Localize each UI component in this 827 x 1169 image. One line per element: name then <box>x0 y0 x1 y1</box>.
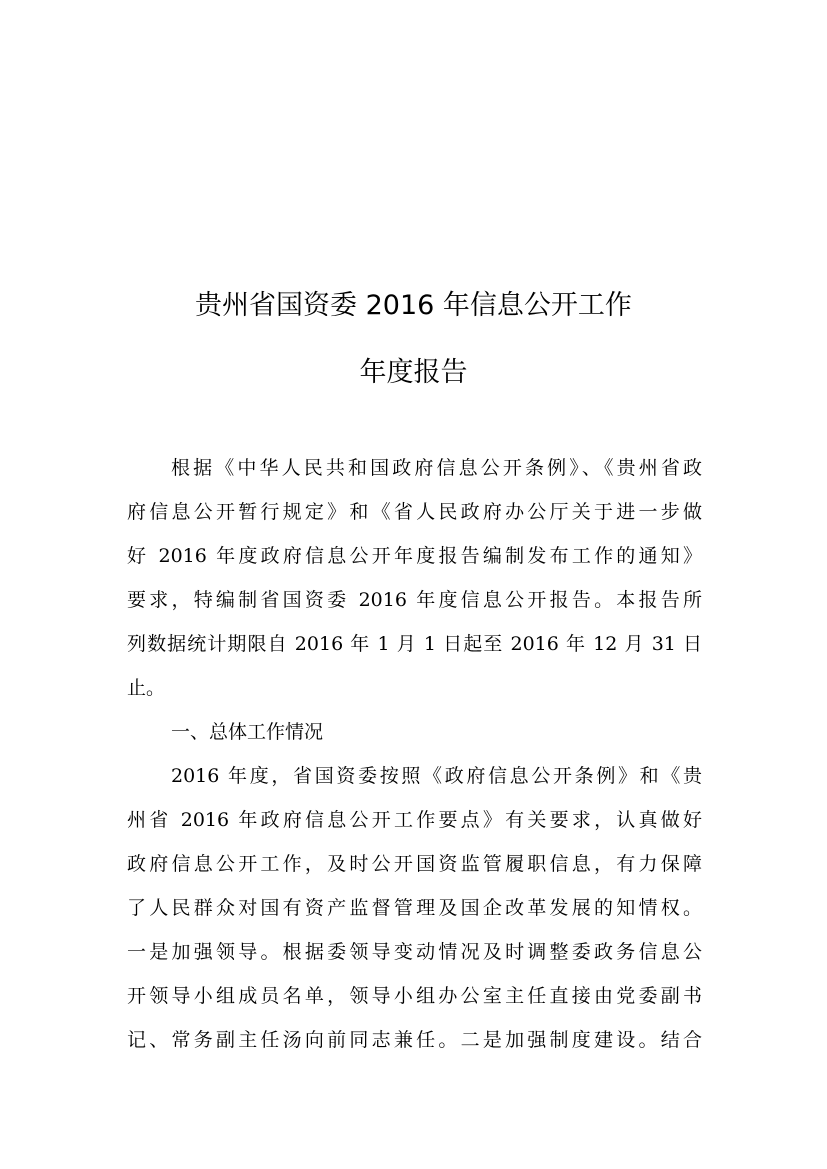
intro-paragraph-line: 止。 <box>127 677 166 699</box>
point-lead-text: 一是 <box>127 941 172 963</box>
intro-paragraph-line: 府信息公开暂行规定》和《省人民政府办公厅关于进一步做 <box>127 501 702 523</box>
document-title-line-1: 贵州省国资委 2016 年信息公开工作 <box>195 290 632 321</box>
section-paragraph-line <box>127 1018 702 1062</box>
intro-paragraph-line: 根据《中华人民共和国政府信息公开条例》、《贵州省政 <box>171 457 702 479</box>
section-paragraph-line <box>127 930 702 974</box>
intro-paragraph-line: 要求，特编制省国资委 2016 年度信息公开报告。本报告所 <box>127 589 702 611</box>
point-text: 加强领导。根据委领导变动情况及时调整委政务信息公 <box>171 941 702 963</box>
section-paragraph-line: 了人民群众对国有资产监督管理及国企改革发展的知情权。 <box>127 897 702 919</box>
section-paragraph-line: 州省 2016 年政府信息公开工作要点》有关要求，认真做好 <box>127 809 702 831</box>
section-paragraph-line: 开领导小组成员名单，领导小组办公室主任直接由党委副书 <box>127 985 702 1007</box>
document-title-line-2: 年度报告 <box>359 357 468 388</box>
point-text: 记、常务副主任汤向前同志兼任。 <box>127 1029 461 1051</box>
point-lead-text: 二是 <box>460 1029 506 1051</box>
section-heading: 一、总体工作情况 <box>171 721 324 743</box>
intro-paragraph-line: 列数据统计期限自 2016 年 1 月 1 日起至 2016 年 12 月 31 日 <box>127 633 702 655</box>
section-paragraph-line: 2016 年度，省国资委按照《政府信息公开条例》和《贵 <box>171 765 702 787</box>
point-text: 加强制度建设。结合 <box>505 1029 702 1051</box>
intro-paragraph-line: 好 2016 年度政府信息公开年度报告编制发布工作的通知》 <box>127 545 702 567</box>
section-paragraph-line: 政府信息公开工作，及时公开国资监管履职信息，有力保障 <box>127 853 702 875</box>
